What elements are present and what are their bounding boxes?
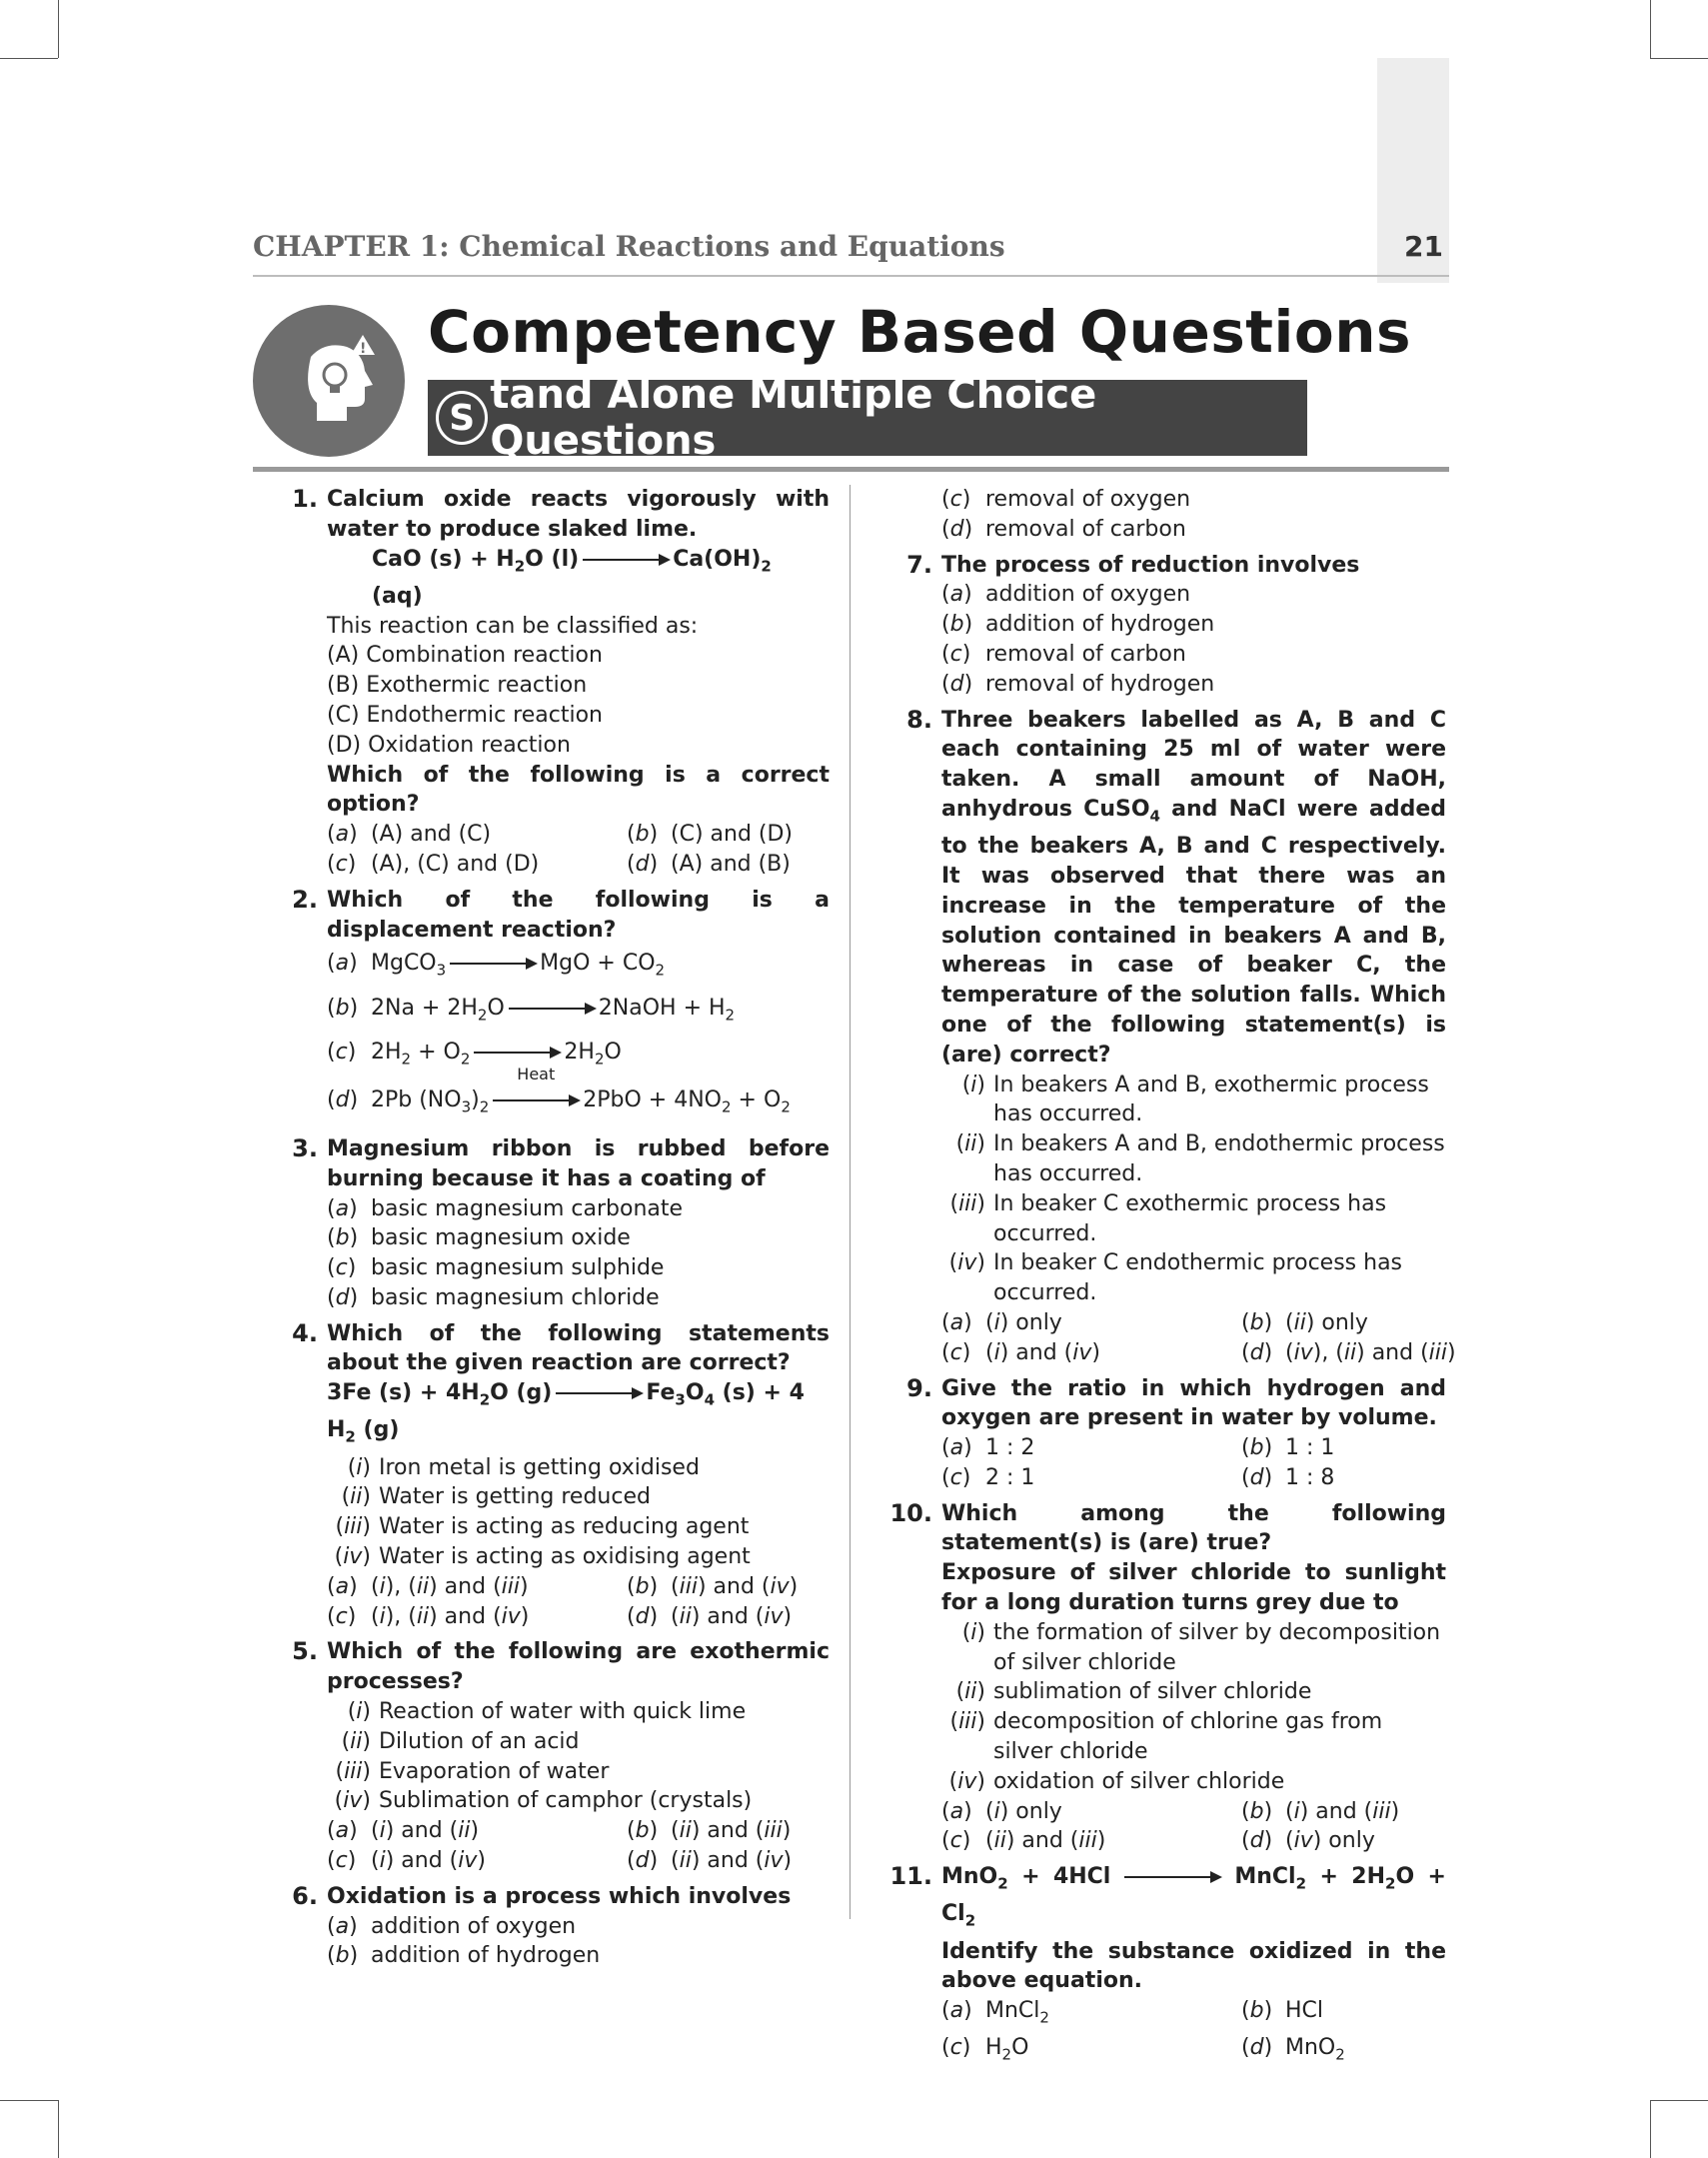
question-stem: Which of the following statements about the given reaction are correct? [327,1320,830,1376]
statement-iii: (iii) In beaker C exothermic process has occurred. [949,1190,1387,1246]
question-number: 9. [906,1373,932,1402]
question-3 [290,1134,830,1313]
statement-iii: (iii) decomposition of chlorine gas from silver chloride [949,1709,1383,1765]
question-number: 11. [889,1862,932,1891]
option-c[interactable]: (c) (A), (C) and (D) [327,851,540,877]
option-a[interactable]: (a) MgCO$_3$ MgO + $CO_2$ [327,951,666,980]
crop-mark [1650,2100,1708,2101]
option-d[interactable]: (d) removal of carbon [941,516,1186,542]
options [327,820,830,880]
option-d[interactable]: (d) basic magnesium chloride [327,1284,660,1310]
option-d[interactable]: (d) (iv), (ii) and (iii) [1241,1339,1456,1365]
statement-iv: (iv) Water is acting as oxidising agent [334,1544,751,1570]
statement: (D) Oxidation reaction [327,732,571,758]
option-a[interactable]: (a) (i), (ii) and (iii) [327,1573,529,1599]
option-d[interactable]: (d) (iv) only [1241,1828,1375,1854]
option-c[interactable]: (c) basic magnesium sulphide [327,1255,665,1281]
options [941,1308,1456,1368]
statement-iii: (iii) Water is acting as reducing agent [335,1514,750,1540]
heat-arrow: Heat [493,1079,579,1122]
question-8 [904,705,1456,1368]
arrow-icon [450,963,536,965]
svg-text:!: ! [360,341,367,357]
question-stem: Magnesium ribbon is rubbed before burning because it has a coating of [327,1135,830,1191]
option-a[interactable]: (a) (i) and (ii) [327,1818,480,1844]
crop-mark [58,2100,59,2158]
question-9 [904,1374,1446,1493]
option-b[interactable]: (b) $2Na + 2H_2O$ 2NaOH + $H_2$ [327,995,736,1025]
equation: MnO$_2$ + 4HCl MnCl$_2$ + $2H_2O + Cl_2$ [941,1864,1446,1930]
option-b[interactable]: (b) (iii) and (iv) [627,1573,799,1599]
statement-ii: (ii) In beakers A and B, endothermic process has occurred. [955,1131,1445,1186]
option-c[interactable]: (c) $2H_2 + O_2$ $2H_2O$ [327,1040,622,1069]
option-b[interactable]: (b) (C) and (D) [627,822,794,848]
crop-mark [1650,0,1651,58]
option-d[interactable]: (d) (ii) and (iv) [627,1603,793,1629]
statement-i: (i) the formation of silver by decomposition of silver chloride [961,1619,1441,1675]
question-stem: Which among the following statement(s) is (are) true? [941,1500,1446,1556]
crop-mark [0,2100,58,2101]
crop-mark [58,0,59,58]
option-b[interactable]: (b) (ii) only [1241,1309,1368,1335]
statement: (A) Combination reaction [327,643,603,669]
question-10 [889,1498,1446,1857]
question-number: 4. [292,1318,318,1347]
options [327,1572,830,1632]
column-divider [850,485,851,1919]
option-d[interactable]: (d) removal of hydrogen [941,671,1215,697]
arrow-icon [493,1099,579,1101]
option-a[interactable]: (a) addition of oxygen [327,1913,577,1939]
question-number: 8. [906,705,932,734]
question-6 [290,1882,830,1971]
option-c[interactable]: (c) (i), (ii) and (iv) [327,1603,530,1629]
question-5 [290,1637,830,1875]
question-stem: Which of the following is a displacement reaction? [327,887,830,943]
right-column [889,485,1456,2077]
section-rule [253,467,1449,472]
arrow-icon [583,559,669,561]
arrow-icon [556,1392,642,1394]
option-b[interactable]: (b) 1 : 1 [1241,1435,1335,1461]
question-number: 6. [292,1881,318,1910]
question-stem: Three beakers labelled as A, B and C each containing 25 ml of water were taken. A small amount of NaOH, anhydrous CuSO$_4$ and NaCl were added to the beakers A, B and C respectively. It was observed that there was an increase in the temperature of the solution contained in beakers A and B, whereas in case of beaker C, the temperature of the solution falls. Which one of the following statement(s) is (are) correct? [941,707,1446,1068]
options [941,1433,1446,1493]
statement-iv: (iv) oxidation of silver chloride [948,1768,1285,1794]
option-a[interactable]: (a) (i) only [941,1798,1062,1824]
option-a[interactable]: (a) (A) and (C) [327,822,492,848]
option-b[interactable]: (b) HCl [1241,1998,1324,2024]
statement-iv: (iv) Sublimation of camphor (crystals) [334,1788,753,1814]
banner-text: tand Alone Multiple Choice Questions [490,372,1097,464]
statement-ii: (ii) Dilution of an acid [341,1728,580,1754]
question-6-continued [904,485,1446,545]
option-d[interactable]: (d) (ii) and (iv) [627,1848,793,1874]
equation: 3Fe $(s) + 4H_2O$ (g) $Fe_3O_4$ (s) + 4 $H_2$ (g) [327,1380,805,1446]
section-banner [428,372,1307,464]
option-c[interactable]: (c) removal of oxygen [941,487,1191,512]
option-d[interactable]: (d) 1 : 8 [1241,1464,1335,1490]
question-number: 1. [292,485,318,513]
question-stem: Calcium oxide reacts vigorously with water to produce slaked lime. [327,487,830,542]
question-stem: Give the ratio in which hydrogen and oxygen are present in water by volume. [941,1375,1446,1431]
option-c[interactable]: (c) 2 : 1 [941,1464,1035,1490]
option-a[interactable]: (a) addition of oxygen [941,582,1191,608]
option-c[interactable]: (c) (i) and (iv) [941,1339,1100,1365]
left-column [290,485,830,1977]
question-prompt: Which of the following is a correct option? [327,762,830,818]
question-number: 5. [292,1637,318,1666]
arrow-icon [509,1008,595,1010]
option-c[interactable]: (c) (ii) and (iii) [941,1828,1106,1854]
crop-mark [1650,58,1708,59]
crop-mark [0,58,58,59]
section-title: Competency Based Questions [428,298,1412,366]
statement-iv: (iv) In beaker C endothermic process has occurred. [948,1250,1403,1306]
question-stem: Exposure of silver chloride to sunlight for a long duration turns grey due to [941,1560,1446,1616]
statement-i: (i) Reaction of water with quick lime [347,1699,747,1725]
statement-ii: (ii) sublimation of silver chloride [955,1679,1312,1705]
question-number: 3. [292,1133,318,1162]
statement: (C) Endothermic reaction [327,702,603,728]
question-number: 10. [889,1498,932,1527]
statement-i: (i) Iron metal is getting oxidised [347,1454,700,1480]
option-a[interactable]: (a) 1 : 2 [941,1435,1035,1461]
question-text: This reaction can be classified as: [327,613,699,639]
header-rule [253,275,1449,277]
option-d[interactable]: (d) 2Pb $(NO_3)_2$ Heat $2PbO + 4NO_2 + O_2$ [327,1079,830,1128]
question-7 [904,551,1446,700]
option-c[interactable]: (c) removal of carbon [941,641,1186,667]
equation: CaO $(s) + H_2O$ (l) $Ca(OH)_2$ (aq) [372,546,772,609]
options [941,1797,1446,1857]
option-a[interactable]: (a) basic magnesium carbonate [327,1195,684,1221]
question-1 [290,485,830,880]
option-c[interactable]: (c) $H_2O$ [941,2035,1029,2064]
option-b[interactable]: (b) addition of hydrogen [327,1943,601,1969]
option-a[interactable]: (a) (i) only [941,1309,1062,1335]
arrow-icon [1124,1876,1220,1878]
question-stem: Which of the following are exothermic processes? [327,1639,830,1695]
option-b[interactable]: (b) (i) and (iii) [1241,1798,1400,1824]
option-d[interactable]: (d) (A) and (B) [627,851,791,877]
option-d[interactable]: (d) MnO$_2$ [1241,2035,1345,2064]
question-number: 7. [906,550,932,579]
idea-head-icon [253,305,405,457]
chapter-title: CHAPTER 1: Chemical Reactions and Equations [253,230,1005,263]
statement: (B) Exothermic reaction [327,673,588,699]
option-b[interactable]: (b) basic magnesium oxide [327,1225,631,1251]
question-4 [290,1319,830,1632]
banner-letter: S [436,391,488,445]
question-stem: The process of reduction involves [941,552,1360,578]
options [941,1996,1446,2070]
option-b[interactable]: (b) (ii) and (iii) [627,1818,792,1844]
page-number: 21 [1404,230,1443,263]
question-2 [290,886,830,1128]
statement-iii: (iii) Evaporation of water [335,1758,610,1784]
option-a[interactable]: (a) MnCl$_2$ [941,1998,1049,2027]
question-stem: Identify the substance oxidized in the above equation. [941,1938,1446,1994]
statement-ii: (ii) Water is getting reduced [341,1484,651,1510]
options [327,1816,830,1876]
question-11 [889,1862,1446,2070]
option-b[interactable]: (b) addition of hydrogen [941,612,1215,638]
question-stem: Oxidation is a process which involves [327,1883,792,1909]
statement-i: (i) In beakers A and B, exothermic process has occurred. [961,1072,1429,1127]
question-number: 2. [292,885,318,914]
crop-mark [1650,2100,1651,2158]
option-c[interactable]: (c) (i) and (iv) [327,1848,486,1874]
